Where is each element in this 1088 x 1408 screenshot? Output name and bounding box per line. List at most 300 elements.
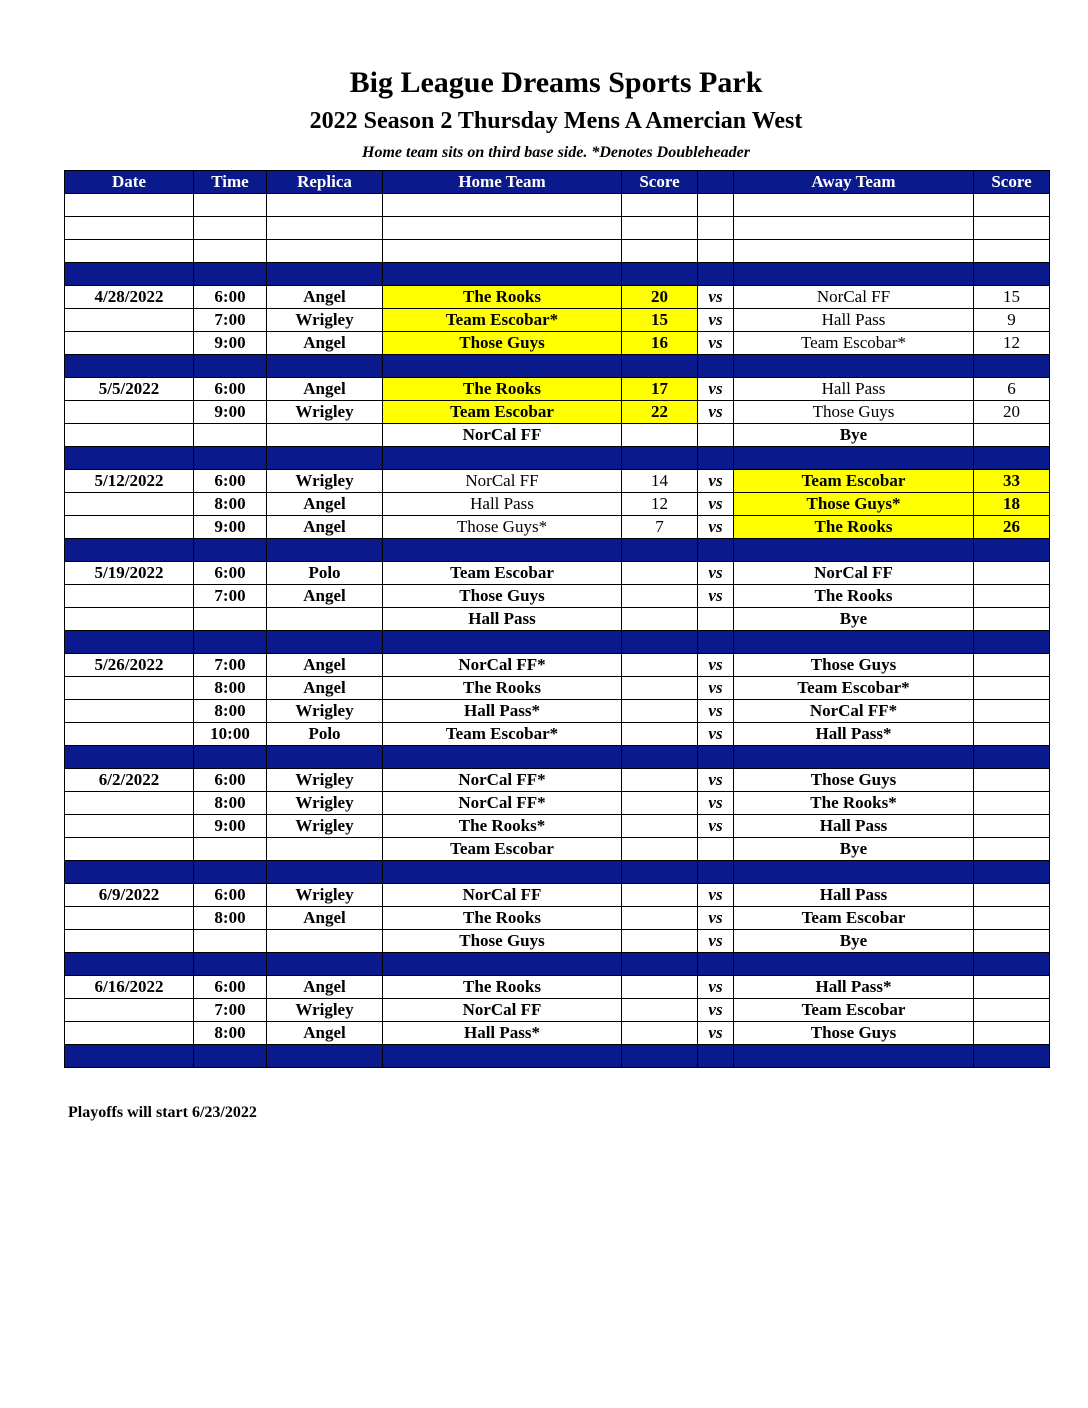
vs-cell: vs — [698, 700, 734, 723]
home-score-cell: 12 — [622, 493, 698, 516]
replica-cell — [267, 861, 383, 884]
replica-cell: Angel — [267, 976, 383, 999]
home-team-cell: The Rooks — [383, 286, 622, 309]
home-team-cell: The Rooks — [383, 976, 622, 999]
replica-cell — [267, 424, 383, 447]
home-team-cell — [383, 217, 622, 240]
time-cell: 6:00 — [194, 976, 267, 999]
vs-cell: vs — [698, 562, 734, 585]
vs-cell — [698, 263, 734, 286]
away-team-cell: Those Guys — [734, 769, 974, 792]
date-cell — [65, 631, 194, 654]
away-team-cell — [734, 631, 974, 654]
date-cell — [65, 608, 194, 631]
away-team-cell: Hall Pass* — [734, 976, 974, 999]
time-cell — [194, 631, 267, 654]
replica-cell: Polo — [267, 562, 383, 585]
home-team-cell: Team Escobar — [383, 838, 622, 861]
time-cell — [194, 217, 267, 240]
away-team-cell: Those Guys — [734, 1022, 974, 1045]
vs-cell: vs — [698, 378, 734, 401]
vs-cell: vs — [698, 654, 734, 677]
time-cell — [194, 608, 267, 631]
header-row — [65, 171, 1050, 194]
vs-cell: vs — [698, 907, 734, 930]
col-home-team-header: Home Team — [383, 171, 622, 194]
time-cell: 7:00 — [194, 309, 267, 332]
away-score-cell: 6 — [974, 378, 1050, 401]
time-cell — [194, 240, 267, 263]
time-cell: 8:00 — [194, 792, 267, 815]
date-cell — [65, 194, 194, 217]
time-cell: 6:00 — [194, 286, 267, 309]
replica-cell — [267, 263, 383, 286]
vs-cell: vs — [698, 470, 734, 493]
home-team-cell — [383, 631, 622, 654]
home-team-cell: Those Guys — [383, 332, 622, 355]
home-score-cell — [622, 838, 698, 861]
date-cell: 6/9/2022 — [65, 884, 194, 907]
home-score-cell — [622, 907, 698, 930]
away-team-cell — [734, 240, 974, 263]
replica-cell — [267, 838, 383, 861]
home-score-cell — [622, 700, 698, 723]
date-cell: 5/26/2022 — [65, 654, 194, 677]
game-row — [65, 309, 1050, 332]
away-score-cell — [974, 194, 1050, 217]
date-cell — [65, 723, 194, 746]
time-cell — [194, 355, 267, 378]
vs-cell: vs — [698, 332, 734, 355]
separator-row — [65, 355, 1050, 378]
away-score-cell — [974, 746, 1050, 769]
vs-cell: vs — [698, 884, 734, 907]
date-cell — [65, 907, 194, 930]
page-title: Big League Dreams Sports Park — [349, 66, 763, 99]
away-score-cell — [974, 861, 1050, 884]
vs-cell: vs — [698, 1022, 734, 1045]
date-cell — [65, 516, 194, 539]
date-cell — [65, 838, 194, 861]
home-score-cell — [622, 861, 698, 884]
vs-cell — [698, 240, 734, 263]
home-score-cell — [622, 562, 698, 585]
game-row — [65, 401, 1050, 424]
home-score-cell — [622, 194, 698, 217]
away-team-cell: Hall Pass — [734, 884, 974, 907]
game-row — [65, 907, 1050, 930]
date-cell — [65, 240, 194, 263]
replica-cell: Angel — [267, 516, 383, 539]
home-score-cell — [622, 539, 698, 562]
home-score-cell — [622, 815, 698, 838]
vs-cell — [698, 217, 734, 240]
home-score-cell: 14 — [622, 470, 698, 493]
vs-cell: vs — [698, 309, 734, 332]
replica-cell: Wrigley — [267, 769, 383, 792]
replica-cell — [267, 631, 383, 654]
home-team-cell: NorCal FF* — [383, 769, 622, 792]
home-team-cell: The Rooks* — [383, 815, 622, 838]
away-score-cell — [974, 999, 1050, 1022]
vs-cell — [698, 838, 734, 861]
home-score-cell — [622, 585, 698, 608]
vs-cell — [698, 861, 734, 884]
away-score-cell — [974, 447, 1050, 470]
game-row — [65, 378, 1050, 401]
time-cell — [194, 424, 267, 447]
replica-cell — [267, 447, 383, 470]
vs-cell — [698, 447, 734, 470]
vs-cell: vs — [698, 286, 734, 309]
away-team-cell — [734, 539, 974, 562]
vs-cell: vs — [698, 516, 734, 539]
home-team-cell: Team Escobar* — [383, 723, 622, 746]
replica-cell — [267, 355, 383, 378]
vs-cell: vs — [698, 723, 734, 746]
time-cell — [194, 861, 267, 884]
replica-cell: Wrigley — [267, 815, 383, 838]
away-team-cell: Team Escobar — [734, 999, 974, 1022]
replica-cell — [267, 539, 383, 562]
time-cell: 8:00 — [194, 907, 267, 930]
away-score-cell — [974, 654, 1050, 677]
away-team-cell: Bye — [734, 838, 974, 861]
time-cell: 8:00 — [194, 1022, 267, 1045]
away-team-cell: Hall Pass* — [734, 723, 974, 746]
time-cell: 8:00 — [194, 700, 267, 723]
away-team-cell: Bye — [734, 424, 974, 447]
away-score-cell — [974, 355, 1050, 378]
home-team-cell: The Rooks — [383, 677, 622, 700]
separator-row — [65, 631, 1050, 654]
time-cell: 7:00 — [194, 999, 267, 1022]
date-cell — [65, 1022, 194, 1045]
separator-row — [65, 263, 1050, 286]
away-score-cell — [974, 792, 1050, 815]
home-team-cell — [383, 746, 622, 769]
away-team-cell: Hall Pass — [734, 309, 974, 332]
away-team-cell — [734, 447, 974, 470]
home-score-cell: 17 — [622, 378, 698, 401]
away-score-cell — [974, 907, 1050, 930]
col-away-score-header: Score — [974, 171, 1050, 194]
game-row — [65, 654, 1050, 677]
home-team-cell — [383, 355, 622, 378]
home-team-cell: The Rooks — [383, 907, 622, 930]
away-team-cell: Hall Pass — [734, 378, 974, 401]
vs-cell — [698, 194, 734, 217]
date-cell: 4/28/2022 — [65, 286, 194, 309]
time-cell — [194, 1045, 267, 1068]
replica-cell: Angel — [267, 378, 383, 401]
game-row — [65, 286, 1050, 309]
replica-cell — [267, 608, 383, 631]
col-vs-header — [698, 171, 734, 194]
home-team-cell: NorCal FF* — [383, 792, 622, 815]
date-cell — [65, 585, 194, 608]
away-team-cell: Team Escobar — [734, 470, 974, 493]
date-cell — [65, 677, 194, 700]
col-time-header: Time — [194, 171, 267, 194]
game-row — [65, 999, 1050, 1022]
away-score-cell — [974, 608, 1050, 631]
away-team-cell — [734, 746, 974, 769]
home-score-cell — [622, 1045, 698, 1068]
home-team-cell — [383, 263, 622, 286]
away-team-cell: NorCal FF* — [734, 700, 974, 723]
away-score-cell — [974, 1045, 1050, 1068]
vs-cell — [698, 746, 734, 769]
vs-cell: vs — [698, 815, 734, 838]
separator-row — [65, 1045, 1050, 1068]
home-score-cell — [622, 723, 698, 746]
time-cell — [194, 930, 267, 953]
time-cell: 9:00 — [194, 516, 267, 539]
away-team-cell: Hall Pass — [734, 815, 974, 838]
home-score-cell — [622, 930, 698, 953]
replica-cell: Angel — [267, 907, 383, 930]
time-cell: 6:00 — [194, 378, 267, 401]
time-cell — [194, 838, 267, 861]
time-cell — [194, 194, 267, 217]
home-team-cell: Hall Pass* — [383, 700, 622, 723]
game-row — [65, 516, 1050, 539]
replica-cell: Wrigley — [267, 309, 383, 332]
time-cell: 7:00 — [194, 654, 267, 677]
vs-cell: vs — [698, 769, 734, 792]
date-cell: 5/5/2022 — [65, 378, 194, 401]
game-row — [65, 700, 1050, 723]
away-team-cell: The Rooks* — [734, 792, 974, 815]
game-row — [65, 562, 1050, 585]
time-cell — [194, 263, 267, 286]
away-score-cell — [974, 217, 1050, 240]
game-row — [65, 815, 1050, 838]
col-away-team-header: Away Team — [734, 171, 974, 194]
vs-cell — [698, 539, 734, 562]
home-score-cell: 22 — [622, 401, 698, 424]
home-score-cell — [622, 884, 698, 907]
blank-row — [65, 240, 1050, 263]
away-score-cell — [974, 953, 1050, 976]
vs-cell: vs — [698, 976, 734, 999]
away-score-cell: 15 — [974, 286, 1050, 309]
home-team-cell — [383, 240, 622, 263]
schedule-note: Home team sits on third base side. *Denotes Doubleheader — [362, 144, 750, 161]
date-cell — [65, 332, 194, 355]
vs-cell — [698, 953, 734, 976]
time-cell: 9:00 — [194, 815, 267, 838]
replica-cell — [267, 194, 383, 217]
date-cell — [65, 401, 194, 424]
game-row — [65, 677, 1050, 700]
date-cell: 5/19/2022 — [65, 562, 194, 585]
away-team-cell: Bye — [734, 930, 974, 953]
home-score-cell — [622, 424, 698, 447]
home-score-cell: 16 — [622, 332, 698, 355]
home-team-cell: Team Escobar* — [383, 309, 622, 332]
replica-cell — [267, 1045, 383, 1068]
vs-cell: vs — [698, 585, 734, 608]
vs-cell — [698, 1045, 734, 1068]
date-cell: 6/16/2022 — [65, 976, 194, 999]
home-score-cell — [622, 447, 698, 470]
home-score-cell: 20 — [622, 286, 698, 309]
replica-cell: Angel — [267, 493, 383, 516]
home-team-cell: Hall Pass — [383, 493, 622, 516]
date-cell — [65, 447, 194, 470]
away-score-cell — [974, 240, 1050, 263]
vs-cell — [698, 631, 734, 654]
playoffs-note: Playoffs will start 6/23/2022 — [68, 1104, 257, 1121]
time-cell: 9:00 — [194, 332, 267, 355]
away-team-cell: Those Guys — [734, 654, 974, 677]
away-score-cell — [974, 677, 1050, 700]
away-score-cell — [974, 976, 1050, 999]
game-row — [65, 585, 1050, 608]
home-team-cell: The Rooks — [383, 378, 622, 401]
replica-cell — [267, 930, 383, 953]
away-team-cell — [734, 861, 974, 884]
away-team-cell: Bye — [734, 608, 974, 631]
date-cell — [65, 953, 194, 976]
date-cell — [65, 930, 194, 953]
vs-cell: vs — [698, 930, 734, 953]
away-score-cell — [974, 700, 1050, 723]
replica-cell — [267, 217, 383, 240]
date-cell — [65, 493, 194, 516]
time-cell: 7:00 — [194, 585, 267, 608]
separator-row — [65, 746, 1050, 769]
game-row — [65, 884, 1050, 907]
home-score-cell — [622, 355, 698, 378]
time-cell: 6:00 — [194, 562, 267, 585]
away-score-cell: 26 — [974, 516, 1050, 539]
replica-cell: Angel — [267, 654, 383, 677]
time-cell — [194, 539, 267, 562]
home-team-cell: Hall Pass* — [383, 1022, 622, 1045]
date-cell — [65, 815, 194, 838]
game-row — [65, 470, 1050, 493]
date-cell — [65, 792, 194, 815]
home-team-cell: NorCal FF — [383, 999, 622, 1022]
replica-cell: Angel — [267, 332, 383, 355]
away-score-cell — [974, 1022, 1050, 1045]
replica-cell — [267, 953, 383, 976]
home-team-cell — [383, 953, 622, 976]
away-team-cell: Those Guys — [734, 401, 974, 424]
replica-cell: Angel — [267, 286, 383, 309]
home-score-cell — [622, 953, 698, 976]
home-score-cell — [622, 976, 698, 999]
col-date-header: Date — [65, 171, 194, 194]
home-score-cell: 7 — [622, 516, 698, 539]
replica-cell: Wrigley — [267, 401, 383, 424]
schedule-table — [64, 170, 1050, 1068]
away-score-cell — [974, 769, 1050, 792]
separator-row — [65, 447, 1050, 470]
date-cell — [65, 1045, 194, 1068]
replica-cell: Wrigley — [267, 470, 383, 493]
away-score-cell: 20 — [974, 401, 1050, 424]
time-cell — [194, 447, 267, 470]
away-team-cell: NorCal FF — [734, 562, 974, 585]
replica-cell: Angel — [267, 1022, 383, 1045]
home-team-cell: Those Guys* — [383, 516, 622, 539]
away-team-cell — [734, 1045, 974, 1068]
game-row — [65, 332, 1050, 355]
away-score-cell — [974, 263, 1050, 286]
vs-cell — [698, 424, 734, 447]
away-team-cell: The Rooks — [734, 585, 974, 608]
home-team-cell — [383, 1045, 622, 1068]
away-team-cell: Team Escobar — [734, 907, 974, 930]
away-score-cell: 18 — [974, 493, 1050, 516]
home-score-cell — [622, 1022, 698, 1045]
home-score-cell — [622, 217, 698, 240]
home-team-cell — [383, 861, 622, 884]
date-cell — [65, 424, 194, 447]
time-cell — [194, 746, 267, 769]
home-team-cell: Team Escobar — [383, 401, 622, 424]
home-team-cell — [383, 447, 622, 470]
vs-cell: vs — [698, 999, 734, 1022]
separator-row — [65, 861, 1050, 884]
date-cell — [65, 309, 194, 332]
home-score-cell — [622, 631, 698, 654]
home-score-cell: 15 — [622, 309, 698, 332]
separator-row — [65, 539, 1050, 562]
replica-cell — [267, 746, 383, 769]
away-score-cell: 9 — [974, 309, 1050, 332]
replica-cell: Wrigley — [267, 792, 383, 815]
time-cell: 6:00 — [194, 470, 267, 493]
away-score-cell — [974, 884, 1050, 907]
home-team-cell: Hall Pass — [383, 608, 622, 631]
game-row — [65, 838, 1050, 861]
home-team-cell — [383, 194, 622, 217]
replica-cell: Wrigley — [267, 884, 383, 907]
game-row — [65, 792, 1050, 815]
game-row — [65, 424, 1050, 447]
away-score-cell — [974, 631, 1050, 654]
game-row — [65, 723, 1050, 746]
date-cell: 6/2/2022 — [65, 769, 194, 792]
away-team-cell: Team Escobar* — [734, 677, 974, 700]
home-team-cell: NorCal FF — [383, 884, 622, 907]
date-cell — [65, 861, 194, 884]
home-score-cell — [622, 240, 698, 263]
date-cell — [65, 700, 194, 723]
col-home-score-header: Score — [622, 171, 698, 194]
away-team-cell: Those Guys* — [734, 493, 974, 516]
time-cell: 6:00 — [194, 769, 267, 792]
game-row — [65, 1022, 1050, 1045]
time-cell: 8:00 — [194, 677, 267, 700]
replica-cell: Wrigley — [267, 999, 383, 1022]
game-row — [65, 976, 1050, 999]
away-team-cell — [734, 953, 974, 976]
away-score-cell — [974, 723, 1050, 746]
vs-cell: vs — [698, 677, 734, 700]
away-team-cell — [734, 263, 974, 286]
home-score-cell — [622, 677, 698, 700]
replica-cell: Polo — [267, 723, 383, 746]
home-score-cell — [622, 999, 698, 1022]
away-team-cell — [734, 194, 974, 217]
away-score-cell: 33 — [974, 470, 1050, 493]
